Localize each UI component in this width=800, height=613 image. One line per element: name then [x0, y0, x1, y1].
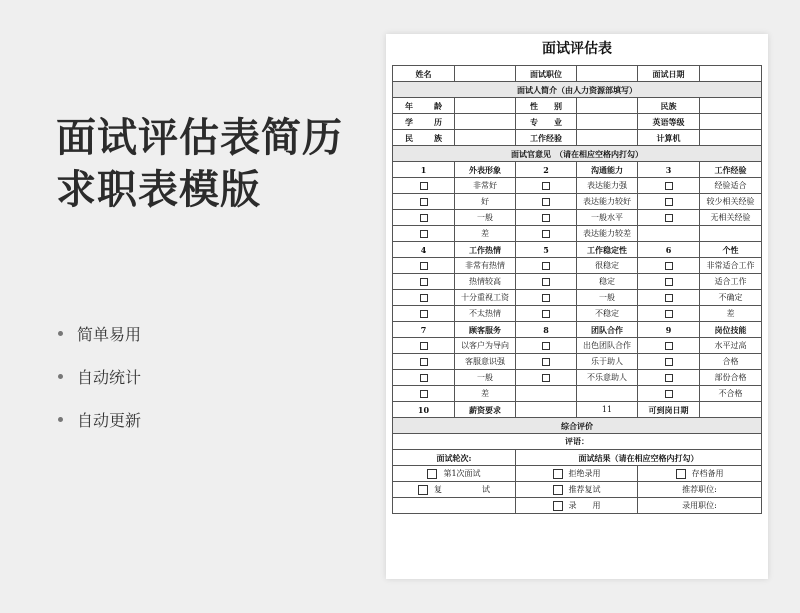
rating-option: [577, 386, 638, 402]
promo-title: [56, 112, 343, 216]
rating-checkbox-cell[interactable]: [516, 306, 577, 322]
rating-checkbox-cell[interactable]: [393, 210, 455, 226]
intro-header: 面试人简介（由人力资源部填写）: [393, 82, 762, 98]
form-row: [393, 114, 762, 130]
result-option[interactable]: 推荐职位:: [638, 482, 762, 498]
checkbox-icon[interactable]: [418, 485, 428, 495]
rating-option: [700, 226, 762, 242]
result-option[interactable]: 录 用: [516, 498, 638, 514]
rating-checkbox-cell[interactable]: [638, 386, 700, 402]
checkbox-icon[interactable]: [420, 358, 428, 366]
feature-item: [58, 312, 141, 355]
rating-checkbox-cell[interactable]: [516, 338, 577, 354]
rating-row: [393, 210, 762, 226]
promo-title-line-1: 面试评估表简历: [56, 115, 343, 161]
criterion-number: 9: [638, 322, 700, 338]
rating-option: 十分重视工资: [455, 290, 516, 306]
position-value[interactable]: [577, 66, 638, 82]
rating-option: 以客户为导向: [455, 338, 516, 354]
form-row: [393, 450, 762, 466]
rating-option: 较少相关经验: [700, 194, 762, 210]
criterion-title: 工作稳定性: [577, 242, 638, 258]
rating-option: 好: [455, 194, 516, 210]
rating-checkbox-cell[interactable]: [516, 370, 577, 386]
rating-option: 部份合格: [700, 370, 762, 386]
checkbox-icon[interactable]: [542, 310, 550, 318]
rating-row: [393, 306, 762, 322]
rating-option: 非常适合工作: [700, 258, 762, 274]
summary-header: 综合评价: [393, 418, 762, 434]
rating-option: 出色团队合作: [577, 338, 638, 354]
rating-checkbox-cell[interactable]: [638, 210, 700, 226]
rating-row: [393, 194, 762, 210]
checkbox-icon[interactable]: [553, 485, 563, 495]
rating-option: 无相关经验: [700, 210, 762, 226]
salary-label: 薪资要求: [455, 402, 516, 418]
feature-label: 简单易用: [77, 325, 142, 344]
checkbox-icon[interactable]: [420, 374, 428, 382]
criterion-number: 10: [393, 402, 455, 418]
form-row: [393, 66, 762, 82]
rating-option: 适合工作: [700, 274, 762, 290]
ethnicity-value[interactable]: [700, 98, 762, 114]
document-preview: [386, 34, 768, 579]
round-option[interactable]: 复 试: [393, 482, 516, 498]
result-option[interactable]: 推荐复试: [516, 482, 638, 498]
gender-value[interactable]: [577, 98, 638, 114]
rating-checkbox-cell[interactable]: [638, 290, 700, 306]
rating-option: 合格: [700, 354, 762, 370]
checkbox-icon[interactable]: [420, 214, 428, 222]
rating-checkbox-cell[interactable]: [638, 258, 700, 274]
checkbox-icon[interactable]: [676, 469, 686, 479]
result-option[interactable]: 存档备用: [638, 466, 762, 482]
checkbox-icon[interactable]: [665, 294, 673, 302]
feature-list: [58, 312, 141, 441]
rating-row: [393, 370, 762, 386]
nation-label: 民 族: [393, 130, 455, 146]
checkbox-icon[interactable]: [420, 262, 428, 270]
checkbox-icon[interactable]: [542, 374, 550, 382]
checkbox-icon[interactable]: [420, 278, 428, 286]
promo-title-line-2: 求职表模版: [56, 167, 261, 213]
checkbox-icon[interactable]: [542, 230, 550, 238]
group-header-row: [393, 322, 762, 338]
rating-checkbox-cell[interactable]: [393, 370, 455, 386]
rating-checkbox-cell[interactable]: [393, 258, 455, 274]
document-title: 面试评估表: [542, 41, 612, 57]
rating-option: 经验适合: [700, 178, 762, 194]
checkbox-icon[interactable]: [665, 390, 673, 398]
result-label: 面试结果（请在相应空格内打勾）: [516, 450, 762, 466]
rating-row: [393, 290, 762, 306]
rating-checkbox-cell: [516, 386, 577, 402]
checkbox-icon[interactable]: [420, 390, 428, 398]
rating-checkbox-cell[interactable]: [638, 274, 700, 290]
result-option[interactable]: 录用职位:: [638, 498, 762, 514]
rating-row: [393, 274, 762, 290]
rating-option: 一般: [577, 290, 638, 306]
rating-checkbox-cell[interactable]: [516, 354, 577, 370]
date-value[interactable]: [700, 66, 762, 82]
checkbox-icon[interactable]: [542, 342, 550, 350]
checkbox-icon[interactable]: [420, 294, 428, 302]
english-level-value[interactable]: [700, 114, 762, 130]
rating-checkbox-cell[interactable]: [516, 194, 577, 210]
checkbox-icon[interactable]: [542, 278, 550, 286]
checkbox-icon[interactable]: [665, 374, 673, 382]
feature-label: 自动统计: [77, 368, 142, 387]
checkbox-icon[interactable]: [665, 182, 673, 190]
form-row: [393, 98, 762, 114]
rating-checkbox-cell[interactable]: [393, 290, 455, 306]
comment-label: 评语：: [565, 436, 589, 446]
checkbox-icon[interactable]: [542, 182, 550, 190]
checkbox-icon[interactable]: [427, 469, 437, 479]
rating-row: [393, 226, 762, 242]
criterion-number: 11: [577, 402, 638, 418]
rating-row: [393, 338, 762, 354]
form-row: [393, 418, 762, 434]
gender-label: 性 别: [516, 98, 577, 114]
criterion-number: 4: [393, 242, 455, 258]
criterion-number: 6: [638, 242, 700, 258]
rating-checkbox-cell[interactable]: [638, 354, 700, 370]
experience-label: 工作经验: [516, 130, 577, 146]
form-row: [393, 434, 762, 450]
bullet-icon: [58, 417, 63, 422]
checkbox-icon[interactable]: [420, 230, 428, 238]
criterion-title: 外表形象: [455, 162, 516, 178]
rating-checkbox-cell[interactable]: [393, 274, 455, 290]
form-row: [393, 130, 762, 146]
position-label: 面试职位: [516, 66, 577, 82]
criterion-title: 岗位技能: [700, 322, 762, 338]
rating-option: 非常好: [455, 178, 516, 194]
feature-item: [58, 398, 141, 441]
name-label: 姓名: [393, 66, 455, 82]
result-row: [393, 498, 762, 514]
checkbox-icon[interactable]: [420, 310, 428, 318]
criterion-number: 5: [516, 242, 577, 258]
rating-checkbox-cell[interactable]: [393, 194, 455, 210]
rating-checkbox-cell[interactable]: [393, 354, 455, 370]
rating-checkbox-cell[interactable]: [638, 194, 700, 210]
round-option[interactable]: 第1次面试: [393, 466, 516, 482]
rating-option: 乐于助人: [577, 354, 638, 370]
checkbox-icon[interactable]: [665, 278, 673, 286]
form-row: [393, 82, 762, 98]
criterion-title: 顾客服务: [455, 322, 516, 338]
checkbox-icon[interactable]: [420, 198, 428, 206]
start-date-value[interactable]: [700, 402, 762, 418]
criterion-number: 2: [516, 162, 577, 178]
criterion-number: 7: [393, 322, 455, 338]
rating-checkbox-cell[interactable]: [638, 178, 700, 194]
rating-option: 客服意识强: [455, 354, 516, 370]
rating-checkbox-cell[interactable]: [516, 210, 577, 226]
rating-checkbox-cell[interactable]: [638, 370, 700, 386]
criterion-title: 沟通能力: [577, 162, 638, 178]
rating-row: [393, 258, 762, 274]
rating-option: 不太热情: [455, 306, 516, 322]
round-option: [393, 498, 516, 514]
checkbox-icon[interactable]: [542, 262, 550, 270]
rating-option: 差: [455, 226, 516, 242]
checkbox-icon[interactable]: [665, 262, 673, 270]
rating-checkbox-cell[interactable]: [393, 386, 455, 402]
nation-value[interactable]: [455, 130, 516, 146]
education-label: 学 历: [393, 114, 455, 130]
rating-checkbox-cell[interactable]: [393, 338, 455, 354]
experience-value[interactable]: [577, 130, 638, 146]
checkbox-icon[interactable]: [420, 182, 428, 190]
criterion-title: 团队合作: [577, 322, 638, 338]
checkbox-icon[interactable]: [553, 501, 563, 511]
date-label: 面试日期: [638, 66, 700, 82]
rating-option: 差: [455, 386, 516, 402]
rating-option: 水平过高: [700, 338, 762, 354]
criterion-number: 8: [516, 322, 577, 338]
criterion-number: 1: [393, 162, 455, 178]
feature-label: 自动更新: [77, 411, 142, 430]
checkbox-icon[interactable]: [665, 214, 673, 222]
rating-checkbox-cell: [638, 226, 700, 242]
rating-row: [393, 354, 762, 370]
education-value[interactable]: [455, 114, 516, 130]
feature-item: [58, 355, 141, 398]
checkbox-icon[interactable]: [665, 198, 673, 206]
result-option[interactable]: 拒绝录用: [516, 466, 638, 482]
checkbox-icon[interactable]: [542, 214, 550, 222]
group-header-row: [393, 242, 762, 258]
rating-checkbox-cell[interactable]: [516, 226, 577, 242]
checkbox-icon[interactable]: [420, 342, 428, 350]
rating-checkbox-cell[interactable]: [393, 306, 455, 322]
criterion-title: 工作经验: [700, 162, 762, 178]
checkbox-icon[interactable]: [665, 310, 673, 318]
rating-option: 很稳定: [577, 258, 638, 274]
rating-option: 表达能力强: [577, 178, 638, 194]
result-row: [393, 466, 762, 482]
result-row: [393, 482, 762, 498]
criterion-title: 个性: [700, 242, 762, 258]
rating-option: 表达能力较好: [577, 194, 638, 210]
rating-option: 一般: [455, 210, 516, 226]
checkbox-icon[interactable]: [553, 469, 563, 479]
rating-checkbox-cell[interactable]: [516, 258, 577, 274]
computer-value[interactable]: [700, 130, 762, 146]
rating-checkbox-cell[interactable]: [393, 226, 455, 242]
rating-option: 非常有热情: [455, 258, 516, 274]
criterion-title: 工作热情: [455, 242, 516, 258]
rating-option: 不稳定: [577, 306, 638, 322]
form-row: [393, 146, 762, 162]
form-row: [393, 402, 762, 418]
rating-option: 一般水平: [577, 210, 638, 226]
rating-row: [393, 178, 762, 194]
rating-option: 不合格: [700, 386, 762, 402]
rating-row: [393, 386, 762, 402]
rating-option: 热情较高: [455, 274, 516, 290]
rating-option: 表达能力较差: [577, 226, 638, 242]
checkbox-icon[interactable]: [542, 294, 550, 302]
criterion-number: 3: [638, 162, 700, 178]
name-value[interactable]: [455, 66, 516, 82]
rating-option: 稳定: [577, 274, 638, 290]
rating-checkbox-cell[interactable]: [638, 338, 700, 354]
checkbox-icon[interactable]: [542, 198, 550, 206]
evaluation-form: [392, 65, 762, 514]
rating-checkbox-cell[interactable]: [516, 290, 577, 306]
bullet-icon: [58, 331, 63, 336]
comment-area[interactable]: [393, 434, 762, 450]
salary-value[interactable]: [516, 402, 577, 418]
opinion-header: 面试官意见 （请在相应空格内打勾）: [393, 146, 762, 162]
rating-checkbox-cell[interactable]: [516, 178, 577, 194]
rating-checkbox-cell[interactable]: [516, 274, 577, 290]
english-level-label: 英语等级: [638, 114, 700, 130]
start-date-label: 可到岗日期: [638, 402, 700, 418]
bullet-icon: [58, 374, 63, 379]
rounds-label: 面试轮次:: [393, 450, 516, 466]
rating-option: 不确定: [700, 290, 762, 306]
major-value[interactable]: [577, 114, 638, 130]
ethnicity-label: 民族: [638, 98, 700, 114]
rating-option: 不乐意助人: [577, 370, 638, 386]
group-header-row: [393, 162, 762, 178]
checkbox-icon[interactable]: [542, 358, 550, 366]
computer-label: 计算机: [638, 130, 700, 146]
checkbox-icon[interactable]: [665, 358, 673, 366]
checkbox-icon[interactable]: [665, 342, 673, 350]
age-label: 年 龄: [393, 98, 455, 114]
major-label: 专 业: [516, 114, 577, 130]
rating-checkbox-cell[interactable]: [638, 306, 700, 322]
rating-option: 差: [700, 306, 762, 322]
rating-option: 一般: [455, 370, 516, 386]
rating-checkbox-cell[interactable]: [393, 178, 455, 194]
age-value[interactable]: [455, 98, 516, 114]
